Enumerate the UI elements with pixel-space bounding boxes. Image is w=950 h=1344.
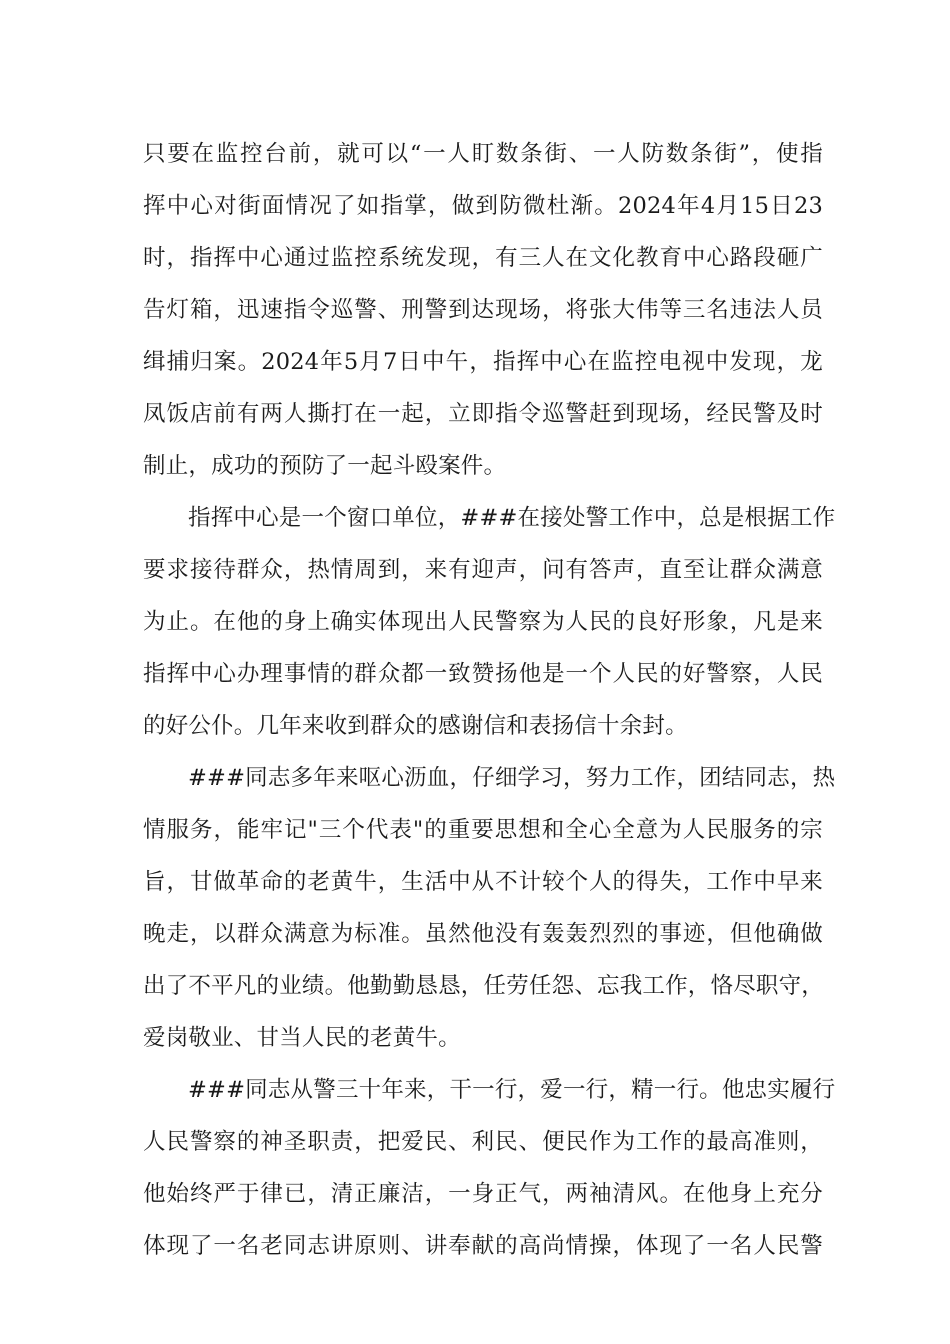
text-line: 缉捕归案。2024年5月7日中午，指挥中心在监控电视中发现，龙 [143, 349, 823, 375]
text-line: 晚走，以群众满意为标准。虽然他没有轰轰烈烈的事迹，但他确做 [143, 921, 823, 947]
text-line: 指挥中心是一个窗口单位，###在接处警工作中，总是根据工作 [188, 505, 836, 531]
text-line: 体现了一名老同志讲原则、讲奉献的高尚情操，体现了一名人民警 [143, 1233, 823, 1259]
paragraph-1 [143, 128, 823, 492]
text-line: 指挥中心办理事情的群众都一致赞扬他是一个人民的好警察，人民 [143, 661, 823, 687]
paragraph-2 [143, 492, 836, 752]
text-line: 只要在监控台前，就可以“一人盯数条街、一人防数条街”，使指 [143, 141, 823, 167]
text-line: ###同志从警三十年来，干一行，爱一行，精一行。他忠实履行 [188, 1077, 836, 1103]
text-line: 挥中心对街面情况了如指掌，做到防微杜渐。2024年4月15日23 [143, 193, 823, 219]
text-line: 的好公仆。几年来收到群众的感谢信和表扬信十余封。 [143, 713, 688, 739]
paragraph-3 [143, 752, 836, 1064]
text-line: 他始终严于律已，清正廉洁，一身正气，两袖清风。在他身上充分 [143, 1181, 823, 1207]
text-line: 情服务，能牢记"三个代表"的重要思想和全心全意为人民服务的宗 [143, 817, 823, 843]
text-line: 人民警察的神圣职责，把爱民、利民、便民作为工作的最高准则， [143, 1129, 823, 1155]
text-line: 要求接待群众，热情周到，来有迎声，问有答声，直至让群众满意 [143, 557, 823, 583]
text-line: ###同志多年来呕心沥血，仔细学习，努力工作，团结同志，热 [188, 765, 836, 791]
text-line: 制止，成功的预防了一起斗殴案件。 [143, 453, 507, 479]
document-body [143, 128, 836, 1272]
text-line: 凤饭店前有两人撕打在一起，立即指令巡警赶到现场，经民警及时 [143, 401, 823, 427]
text-line: 出了不平凡的业绩。他勤勤恳恳，任劳任怨、忘我工作，恪尽职守， [143, 973, 825, 999]
text-line: 时，指挥中心通过监控系统发现，有三人在文化教育中心路段砸广 [143, 245, 823, 271]
text-line: 告灯箱，迅速指令巡警、刑警到达现场，将张大伟等三名违法人员 [143, 297, 823, 323]
text-line: 旨，甘做革命的老黄牛，生活中从不计较个人的得失，工作中早来 [143, 869, 823, 895]
text-line: 为止。在他的身上确实体现出人民警察为人民的良好形象，凡是来 [143, 609, 823, 635]
paragraph-4 [143, 1064, 836, 1272]
text-line: 爱岗敬业、甘当人民的老黄牛。 [143, 1025, 461, 1051]
